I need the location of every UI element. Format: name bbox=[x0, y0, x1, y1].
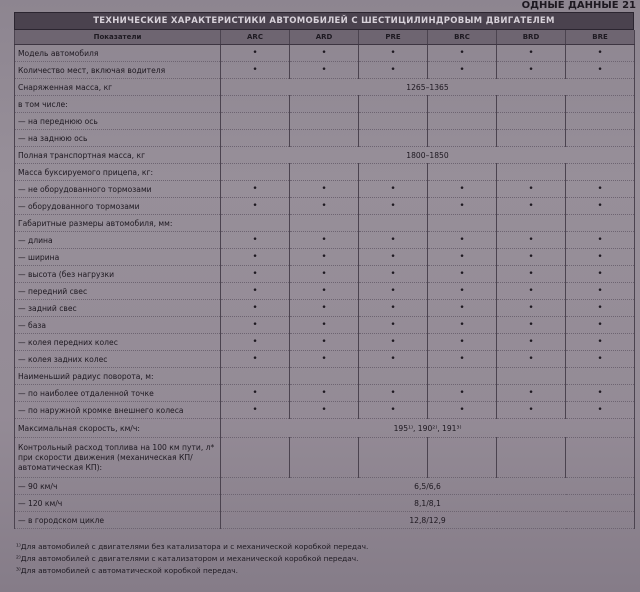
cell-dot-placeholder: • bbox=[497, 283, 566, 300]
cell-dot-placeholder bbox=[428, 164, 497, 181]
cell-dot-placeholder: • bbox=[290, 351, 359, 368]
cell-dot-placeholder: • bbox=[497, 266, 566, 283]
cell-dot-placeholder: • bbox=[566, 402, 635, 419]
cell-dot-placeholder: • bbox=[359, 249, 428, 266]
cell-dot-placeholder: • bbox=[290, 283, 359, 300]
cell-dot-placeholder: • bbox=[290, 317, 359, 334]
cell-dot-placeholder: • bbox=[566, 232, 635, 249]
cell-dot-placeholder: • bbox=[566, 198, 635, 215]
row-label: — на заднюю ось bbox=[15, 130, 221, 147]
cell-dot-placeholder: • bbox=[428, 385, 497, 402]
table-row bbox=[15, 283, 635, 300]
footnote-line: ¹⁾Для автомобилей с двигателями без катализатора и с механической коробкой передач. bbox=[16, 542, 369, 551]
table-row bbox=[15, 438, 635, 478]
table-row bbox=[15, 198, 635, 215]
cell-dot-placeholder: • bbox=[428, 283, 497, 300]
cell-dot-placeholder: • bbox=[359, 232, 428, 249]
cell-dot-placeholder: • bbox=[290, 181, 359, 198]
cell-dot-placeholder: • bbox=[359, 45, 428, 62]
cell-dot-placeholder: • bbox=[290, 62, 359, 79]
cell-dot-placeholder: • bbox=[428, 402, 497, 419]
cell-dot-placeholder: • bbox=[497, 351, 566, 368]
table-row bbox=[15, 249, 635, 266]
cell-dot-placeholder bbox=[497, 438, 566, 478]
table-row bbox=[15, 368, 635, 385]
header-model-ard: ARD bbox=[290, 30, 359, 45]
cell-dot-placeholder: • bbox=[290, 385, 359, 402]
cell-dot-placeholder: • bbox=[290, 232, 359, 249]
cell-dot-placeholder: • bbox=[359, 266, 428, 283]
cell-dot-placeholder: • bbox=[359, 198, 428, 215]
cell-dot-placeholder bbox=[359, 368, 428, 385]
cell-dot-placeholder bbox=[221, 113, 290, 130]
cell-dot-placeholder: • bbox=[221, 45, 290, 62]
cell-dot-placeholder: • bbox=[566, 300, 635, 317]
cell-dot-placeholder: • bbox=[428, 249, 497, 266]
cell-dot-placeholder: • bbox=[359, 385, 428, 402]
footnote-line: ²⁾Для автомобилей с двигателями с катализатором и механической коробкой передач. bbox=[16, 554, 359, 563]
cell-dot-placeholder: • bbox=[566, 249, 635, 266]
page-header-corner: ОДНЫЕ ДАННЫЕ 21 bbox=[521, 0, 636, 11]
row-label: Габаритные размеры автомобиля, мм: bbox=[15, 215, 221, 232]
cell-dot-placeholder bbox=[290, 164, 359, 181]
cell-dot-placeholder: • bbox=[497, 317, 566, 334]
cell-dot-placeholder bbox=[497, 215, 566, 232]
cell-dot-placeholder bbox=[290, 130, 359, 147]
cell-dot-placeholder bbox=[566, 164, 635, 181]
cell-dot-placeholder bbox=[428, 215, 497, 232]
table-row bbox=[15, 334, 635, 351]
table-row bbox=[15, 419, 635, 438]
cell-dot-placeholder: • bbox=[221, 232, 290, 249]
table-row bbox=[15, 164, 635, 181]
cell-dot-placeholder: • bbox=[566, 45, 635, 62]
row-label: Контрольный расход топлива на 100 км пути, л* при скорости движения (механическая КП/автоматическая КП): bbox=[15, 438, 221, 478]
cell-dot-placeholder: • bbox=[428, 351, 497, 368]
table-row bbox=[15, 351, 635, 368]
cell-dot-placeholder: • bbox=[428, 266, 497, 283]
cell-dot-placeholder: • bbox=[497, 198, 566, 215]
row-value-span: 1265–1365 bbox=[221, 79, 635, 96]
cell-dot-placeholder: • bbox=[290, 45, 359, 62]
row-label: — в городском цикле bbox=[15, 512, 221, 529]
row-label: — длина bbox=[15, 232, 221, 249]
cell-dot-placeholder bbox=[428, 130, 497, 147]
row-value-span: 6,5/6,6 bbox=[221, 478, 635, 495]
cell-dot-placeholder bbox=[359, 215, 428, 232]
row-label: — оборудованного тормозами bbox=[15, 198, 221, 215]
cell-dot-placeholder: • bbox=[290, 198, 359, 215]
header-model-arc: ARC bbox=[221, 30, 290, 45]
cell-dot-placeholder: • bbox=[359, 300, 428, 317]
cell-dot-placeholder bbox=[359, 164, 428, 181]
row-value-span: 1800–1850 bbox=[221, 147, 635, 164]
cell-dot-placeholder: • bbox=[221, 385, 290, 402]
cell-dot-placeholder: • bbox=[566, 385, 635, 402]
header-model-brd: BRD bbox=[497, 30, 566, 45]
cell-dot-placeholder: • bbox=[290, 249, 359, 266]
cell-dot-placeholder bbox=[290, 438, 359, 478]
cell-dot-placeholder: • bbox=[221, 249, 290, 266]
cell-dot-placeholder bbox=[221, 215, 290, 232]
cell-dot-placeholder bbox=[428, 96, 497, 113]
cell-dot-placeholder bbox=[290, 113, 359, 130]
table-row bbox=[15, 79, 635, 96]
cell-dot-placeholder: • bbox=[359, 351, 428, 368]
row-label: Масса буксируемого прицепа, кг: bbox=[15, 164, 221, 181]
cell-dot-placeholder bbox=[290, 96, 359, 113]
table-row bbox=[15, 96, 635, 113]
spec-table bbox=[14, 30, 635, 529]
row-label: — 90 км/ч bbox=[15, 478, 221, 495]
cell-dot-placeholder: • bbox=[428, 45, 497, 62]
cell-dot-placeholder: • bbox=[290, 300, 359, 317]
row-label: — колея передних колес bbox=[15, 334, 221, 351]
cell-dot-placeholder: • bbox=[359, 317, 428, 334]
row-label: — 120 км/ч bbox=[15, 495, 221, 512]
cell-dot-placeholder: • bbox=[428, 62, 497, 79]
cell-dot-placeholder: • bbox=[428, 334, 497, 351]
table-row bbox=[15, 495, 635, 512]
row-value-span: 12,8/12,9 bbox=[221, 512, 635, 529]
cell-dot-placeholder: • bbox=[566, 317, 635, 334]
cell-dot-placeholder: • bbox=[566, 266, 635, 283]
row-label: — высота (без нагрузки bbox=[15, 266, 221, 283]
cell-dot-placeholder: • bbox=[497, 300, 566, 317]
table-row bbox=[15, 113, 635, 130]
row-label: Снаряженная масса, кг bbox=[15, 79, 221, 96]
cell-dot-placeholder: • bbox=[566, 181, 635, 198]
cell-dot-placeholder bbox=[566, 113, 635, 130]
row-label: — база bbox=[15, 317, 221, 334]
cell-dot-placeholder bbox=[428, 368, 497, 385]
cell-dot-placeholder: • bbox=[221, 317, 290, 334]
row-label: — колея задних колес bbox=[15, 351, 221, 368]
cell-dot-placeholder bbox=[566, 130, 635, 147]
cell-dot-placeholder: • bbox=[221, 402, 290, 419]
cell-dot-placeholder bbox=[221, 368, 290, 385]
table-row bbox=[15, 300, 635, 317]
cell-dot-placeholder bbox=[359, 130, 428, 147]
cell-dot-placeholder: • bbox=[497, 402, 566, 419]
table-row bbox=[15, 215, 635, 232]
cell-dot-placeholder bbox=[497, 130, 566, 147]
table-title: ТЕХНИЧЕСКИЕ ХАРАКТЕРИСТИКИ АВТОМОБИЛЕЙ С ШЕСТИЦИЛИНДРОВЫМ ДВИГАТЕЛЕМ bbox=[14, 12, 634, 30]
cell-dot-placeholder bbox=[290, 368, 359, 385]
table-row bbox=[15, 266, 635, 283]
cell-dot-placeholder bbox=[359, 438, 428, 478]
row-label: Наименьший радиус поворота, м: bbox=[15, 368, 221, 385]
header-model-brc: BRC bbox=[428, 30, 497, 45]
table-header-row bbox=[15, 30, 635, 45]
cell-dot-placeholder: • bbox=[497, 334, 566, 351]
row-value-span: 195¹⁾, 190²⁾, 191³⁾ bbox=[221, 419, 635, 438]
row-label: в том числе: bbox=[15, 96, 221, 113]
cell-dot-placeholder: • bbox=[566, 351, 635, 368]
cell-dot-placeholder bbox=[566, 96, 635, 113]
header-model-pre: PRE bbox=[359, 30, 428, 45]
cell-dot-placeholder bbox=[497, 96, 566, 113]
cell-dot-placeholder: • bbox=[566, 62, 635, 79]
row-label: Полная транспортная масса, кг bbox=[15, 147, 221, 164]
table-row bbox=[15, 385, 635, 402]
table-row bbox=[15, 181, 635, 198]
table-row bbox=[15, 402, 635, 419]
table-row bbox=[15, 478, 635, 495]
cell-dot-placeholder bbox=[221, 130, 290, 147]
cell-dot-placeholder bbox=[497, 368, 566, 385]
cell-dot-placeholder bbox=[497, 164, 566, 181]
cell-dot-placeholder: • bbox=[566, 283, 635, 300]
table-row bbox=[15, 45, 635, 62]
table-row bbox=[15, 512, 635, 529]
cell-dot-placeholder bbox=[566, 438, 635, 478]
spec-table-wrap bbox=[14, 12, 634, 529]
cell-dot-placeholder: • bbox=[290, 266, 359, 283]
row-label: — задний свес bbox=[15, 300, 221, 317]
cell-dot-placeholder: • bbox=[290, 402, 359, 419]
cell-dot-placeholder: • bbox=[221, 62, 290, 79]
row-label: — на переднюю ось bbox=[15, 113, 221, 130]
cell-dot-placeholder: • bbox=[290, 334, 359, 351]
cell-dot-placeholder: • bbox=[497, 45, 566, 62]
cell-dot-placeholder: • bbox=[221, 198, 290, 215]
cell-dot-placeholder: • bbox=[497, 385, 566, 402]
cell-dot-placeholder bbox=[359, 96, 428, 113]
row-label: — по наиболее отдаленной точке bbox=[15, 385, 221, 402]
row-value-span: 8,1/8,1 bbox=[221, 495, 635, 512]
row-label: — передний свес bbox=[15, 283, 221, 300]
cell-dot-placeholder bbox=[566, 215, 635, 232]
cell-dot-placeholder bbox=[428, 113, 497, 130]
cell-dot-placeholder: • bbox=[359, 62, 428, 79]
cell-dot-placeholder: • bbox=[221, 283, 290, 300]
cell-dot-placeholder: • bbox=[221, 300, 290, 317]
cell-dot-placeholder bbox=[221, 164, 290, 181]
row-label: Максимальная скорость, км/ч: bbox=[15, 419, 221, 438]
cell-dot-placeholder: • bbox=[428, 300, 497, 317]
cell-dot-placeholder: • bbox=[428, 181, 497, 198]
cell-dot-placeholder: • bbox=[566, 334, 635, 351]
cell-dot-placeholder: • bbox=[221, 351, 290, 368]
cell-dot-placeholder: • bbox=[428, 198, 497, 215]
cell-dot-placeholder: • bbox=[359, 402, 428, 419]
cell-dot-placeholder bbox=[566, 368, 635, 385]
cell-dot-placeholder: • bbox=[497, 249, 566, 266]
row-label: Модель автомобиля bbox=[15, 45, 221, 62]
cell-dot-placeholder: • bbox=[359, 283, 428, 300]
row-label: — по наружной кромке внешнего колеса bbox=[15, 402, 221, 419]
cell-dot-placeholder: • bbox=[428, 317, 497, 334]
footnotes bbox=[16, 541, 616, 577]
cell-dot-placeholder: • bbox=[428, 232, 497, 249]
row-label: — не оборудованного тормозами bbox=[15, 181, 221, 198]
cell-dot-placeholder: • bbox=[221, 266, 290, 283]
row-label: Количество мест, включая водителя bbox=[15, 62, 221, 79]
cell-dot-placeholder bbox=[290, 215, 359, 232]
cell-dot-placeholder bbox=[497, 113, 566, 130]
row-label: — ширина bbox=[15, 249, 221, 266]
cell-dot-placeholder: • bbox=[221, 334, 290, 351]
cell-dot-placeholder bbox=[221, 96, 290, 113]
cell-dot-placeholder bbox=[221, 438, 290, 478]
cell-dot-placeholder: • bbox=[359, 181, 428, 198]
table-row bbox=[15, 62, 635, 79]
cell-dot-placeholder: • bbox=[497, 62, 566, 79]
cell-dot-placeholder: • bbox=[497, 181, 566, 198]
table-row bbox=[15, 232, 635, 249]
cell-dot-placeholder bbox=[428, 438, 497, 478]
footnote-line: ³⁾Для автомобилей с автоматической коробкой передач. bbox=[16, 566, 238, 575]
table-row bbox=[15, 317, 635, 334]
cell-dot-placeholder: • bbox=[497, 232, 566, 249]
table-body bbox=[15, 45, 635, 529]
cell-dot-placeholder bbox=[359, 113, 428, 130]
table-row bbox=[15, 130, 635, 147]
header-model-bre: BRE bbox=[566, 30, 635, 45]
header-indicator: Показатели bbox=[15, 30, 221, 45]
cell-dot-placeholder: • bbox=[221, 181, 290, 198]
cell-dot-placeholder: • bbox=[359, 334, 428, 351]
table-row bbox=[15, 147, 635, 164]
